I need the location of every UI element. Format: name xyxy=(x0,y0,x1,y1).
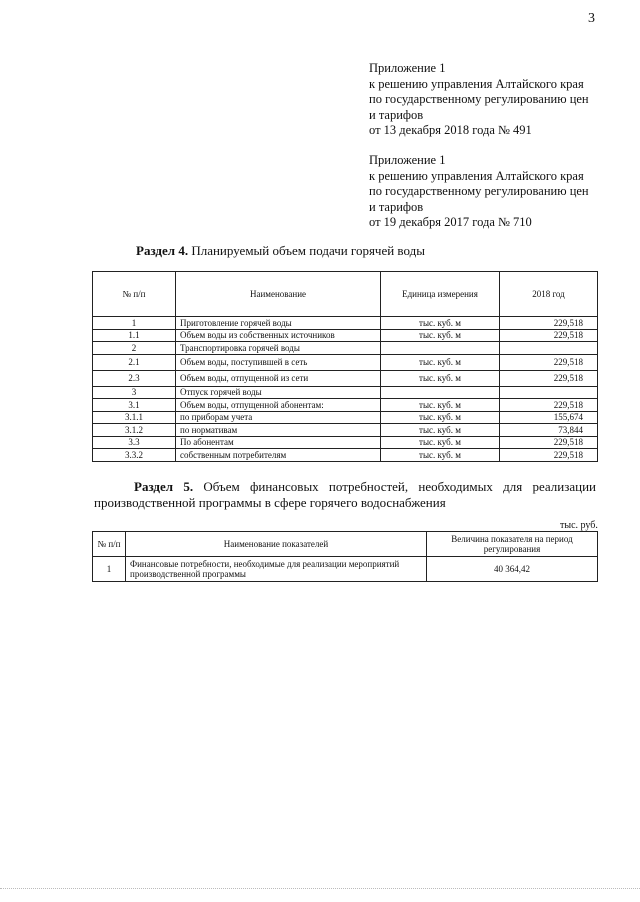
section-4-label: Раздел 4. xyxy=(136,243,189,258)
row-number: 3.1.1 xyxy=(93,411,176,424)
section-4-title xyxy=(136,243,425,259)
row-unit: тыс. куб. м xyxy=(381,411,500,424)
appendix-line: Приложение 1 xyxy=(369,153,446,167)
table-row xyxy=(93,399,598,412)
section-5-heading: Объем финансовых потребностей, необходимых для реализации производственной программы в сфере горячего водоснабжения xyxy=(94,479,597,510)
table-row xyxy=(93,557,598,582)
page-bottom-divider xyxy=(0,888,640,889)
row-unit: тыс. куб. м xyxy=(381,329,500,342)
row-number: 1 xyxy=(93,557,126,582)
appendix-line: от 13 декабря 2018 года № 491 xyxy=(369,123,532,138)
row-name: Объем воды, отпущенной из сети xyxy=(176,370,381,386)
row-unit xyxy=(381,386,500,399)
table-row xyxy=(93,386,598,399)
appendix-line: и тарифов xyxy=(369,199,424,214)
row-name: Финансовые потребности, необходимые для реализации мероприятий производственной программы xyxy=(126,557,427,582)
row-unit: тыс. куб. м xyxy=(381,399,500,412)
row-number: 1 xyxy=(93,317,176,330)
row-name: Объем воды, поступившей в сеть xyxy=(176,354,381,370)
row-number: 3.3.2 xyxy=(93,449,176,462)
row-value: 229,518 xyxy=(500,399,598,412)
col-header-number: № п/п xyxy=(93,532,126,557)
row-value: 229,518 xyxy=(500,449,598,462)
row-unit: тыс. куб. м xyxy=(381,449,500,462)
table-header-row xyxy=(93,272,598,317)
section-5-title xyxy=(94,479,596,511)
row-unit: тыс. куб. м xyxy=(381,317,500,330)
col-header-number: № п/п xyxy=(93,272,176,317)
table-row xyxy=(93,411,598,424)
row-number: 3.1 xyxy=(93,399,176,412)
appendix-line: к решению управления Алтайского края xyxy=(369,76,584,91)
row-number: 3.1.2 xyxy=(93,424,176,437)
appendix-block-2018 xyxy=(369,61,609,139)
row-value: 40 364,42 xyxy=(427,557,598,582)
col-header-year: 2018 год xyxy=(500,272,598,317)
currency-unit-note: тыс. руб. xyxy=(560,520,598,531)
table-row xyxy=(93,424,598,437)
table-header-row xyxy=(93,532,598,557)
table-row xyxy=(93,342,598,355)
row-name: Отпуск горячей воды xyxy=(176,386,381,399)
row-number: 3 xyxy=(93,386,176,399)
row-number: 2.1 xyxy=(93,354,176,370)
row-value: 229,518 xyxy=(500,317,598,330)
appendix-line: от 19 декабря 2017 года № 710 xyxy=(369,215,532,230)
row-value: 155,674 xyxy=(500,411,598,424)
row-name: Объем воды, отпущенной абонентам: xyxy=(176,399,381,412)
section-4-heading: Планируемый объем подачи горячей воды xyxy=(191,243,425,258)
row-unit: тыс. куб. м xyxy=(381,436,500,449)
row-number: 2 xyxy=(93,342,176,355)
row-name: По абонентам xyxy=(176,436,381,449)
appendix-line: к решению управления Алтайского края xyxy=(369,168,584,183)
hot-water-volume-table xyxy=(92,271,598,462)
row-value: 229,518 xyxy=(500,354,598,370)
col-header-value: Величина показателя на период регулирования xyxy=(427,532,598,557)
financial-needs-table xyxy=(92,531,598,582)
table-row xyxy=(93,436,598,449)
row-unit xyxy=(381,342,500,355)
row-name: собственным потребителям xyxy=(176,449,381,462)
table-row xyxy=(93,329,598,342)
row-unit: тыс. куб. м xyxy=(381,370,500,386)
row-value: 229,518 xyxy=(500,370,598,386)
appendix-line: по государственному регулированию цен xyxy=(369,184,589,199)
row-number: 3.3 xyxy=(93,436,176,449)
row-value: 73,844 xyxy=(500,424,598,437)
row-name: Объем воды из собственных источников xyxy=(176,329,381,342)
row-value: 229,518 xyxy=(500,329,598,342)
section-5-label: Раздел 5. xyxy=(134,479,194,494)
table-row xyxy=(93,354,598,370)
appendix-line: Приложение 1 xyxy=(369,61,446,75)
row-value: 229,518 xyxy=(500,436,598,449)
row-name: по приборам учета xyxy=(176,411,381,424)
row-name: по нормативам xyxy=(176,424,381,437)
appendix-block-2017 xyxy=(369,153,609,231)
appendix-line: и тарифов xyxy=(369,107,424,122)
row-name: Приготовление горячей воды xyxy=(176,317,381,330)
col-header-unit: Единица измерения xyxy=(381,272,500,317)
row-value xyxy=(500,342,598,355)
col-header-indicator: Наименование показателей xyxy=(126,532,427,557)
appendix-line: по государственному регулированию цен xyxy=(369,92,589,107)
row-unit: тыс. куб. м xyxy=(381,424,500,437)
row-name: Транспортировка горячей воды xyxy=(176,342,381,355)
row-value xyxy=(500,386,598,399)
col-header-name: Наименование xyxy=(176,272,381,317)
page-number: 3 xyxy=(588,11,595,26)
row-number: 2.3 xyxy=(93,370,176,386)
row-number: 1.1 xyxy=(93,329,176,342)
table-row xyxy=(93,370,598,386)
row-unit: тыс. куб. м xyxy=(381,354,500,370)
table-row xyxy=(93,317,598,330)
table-row xyxy=(93,449,598,462)
